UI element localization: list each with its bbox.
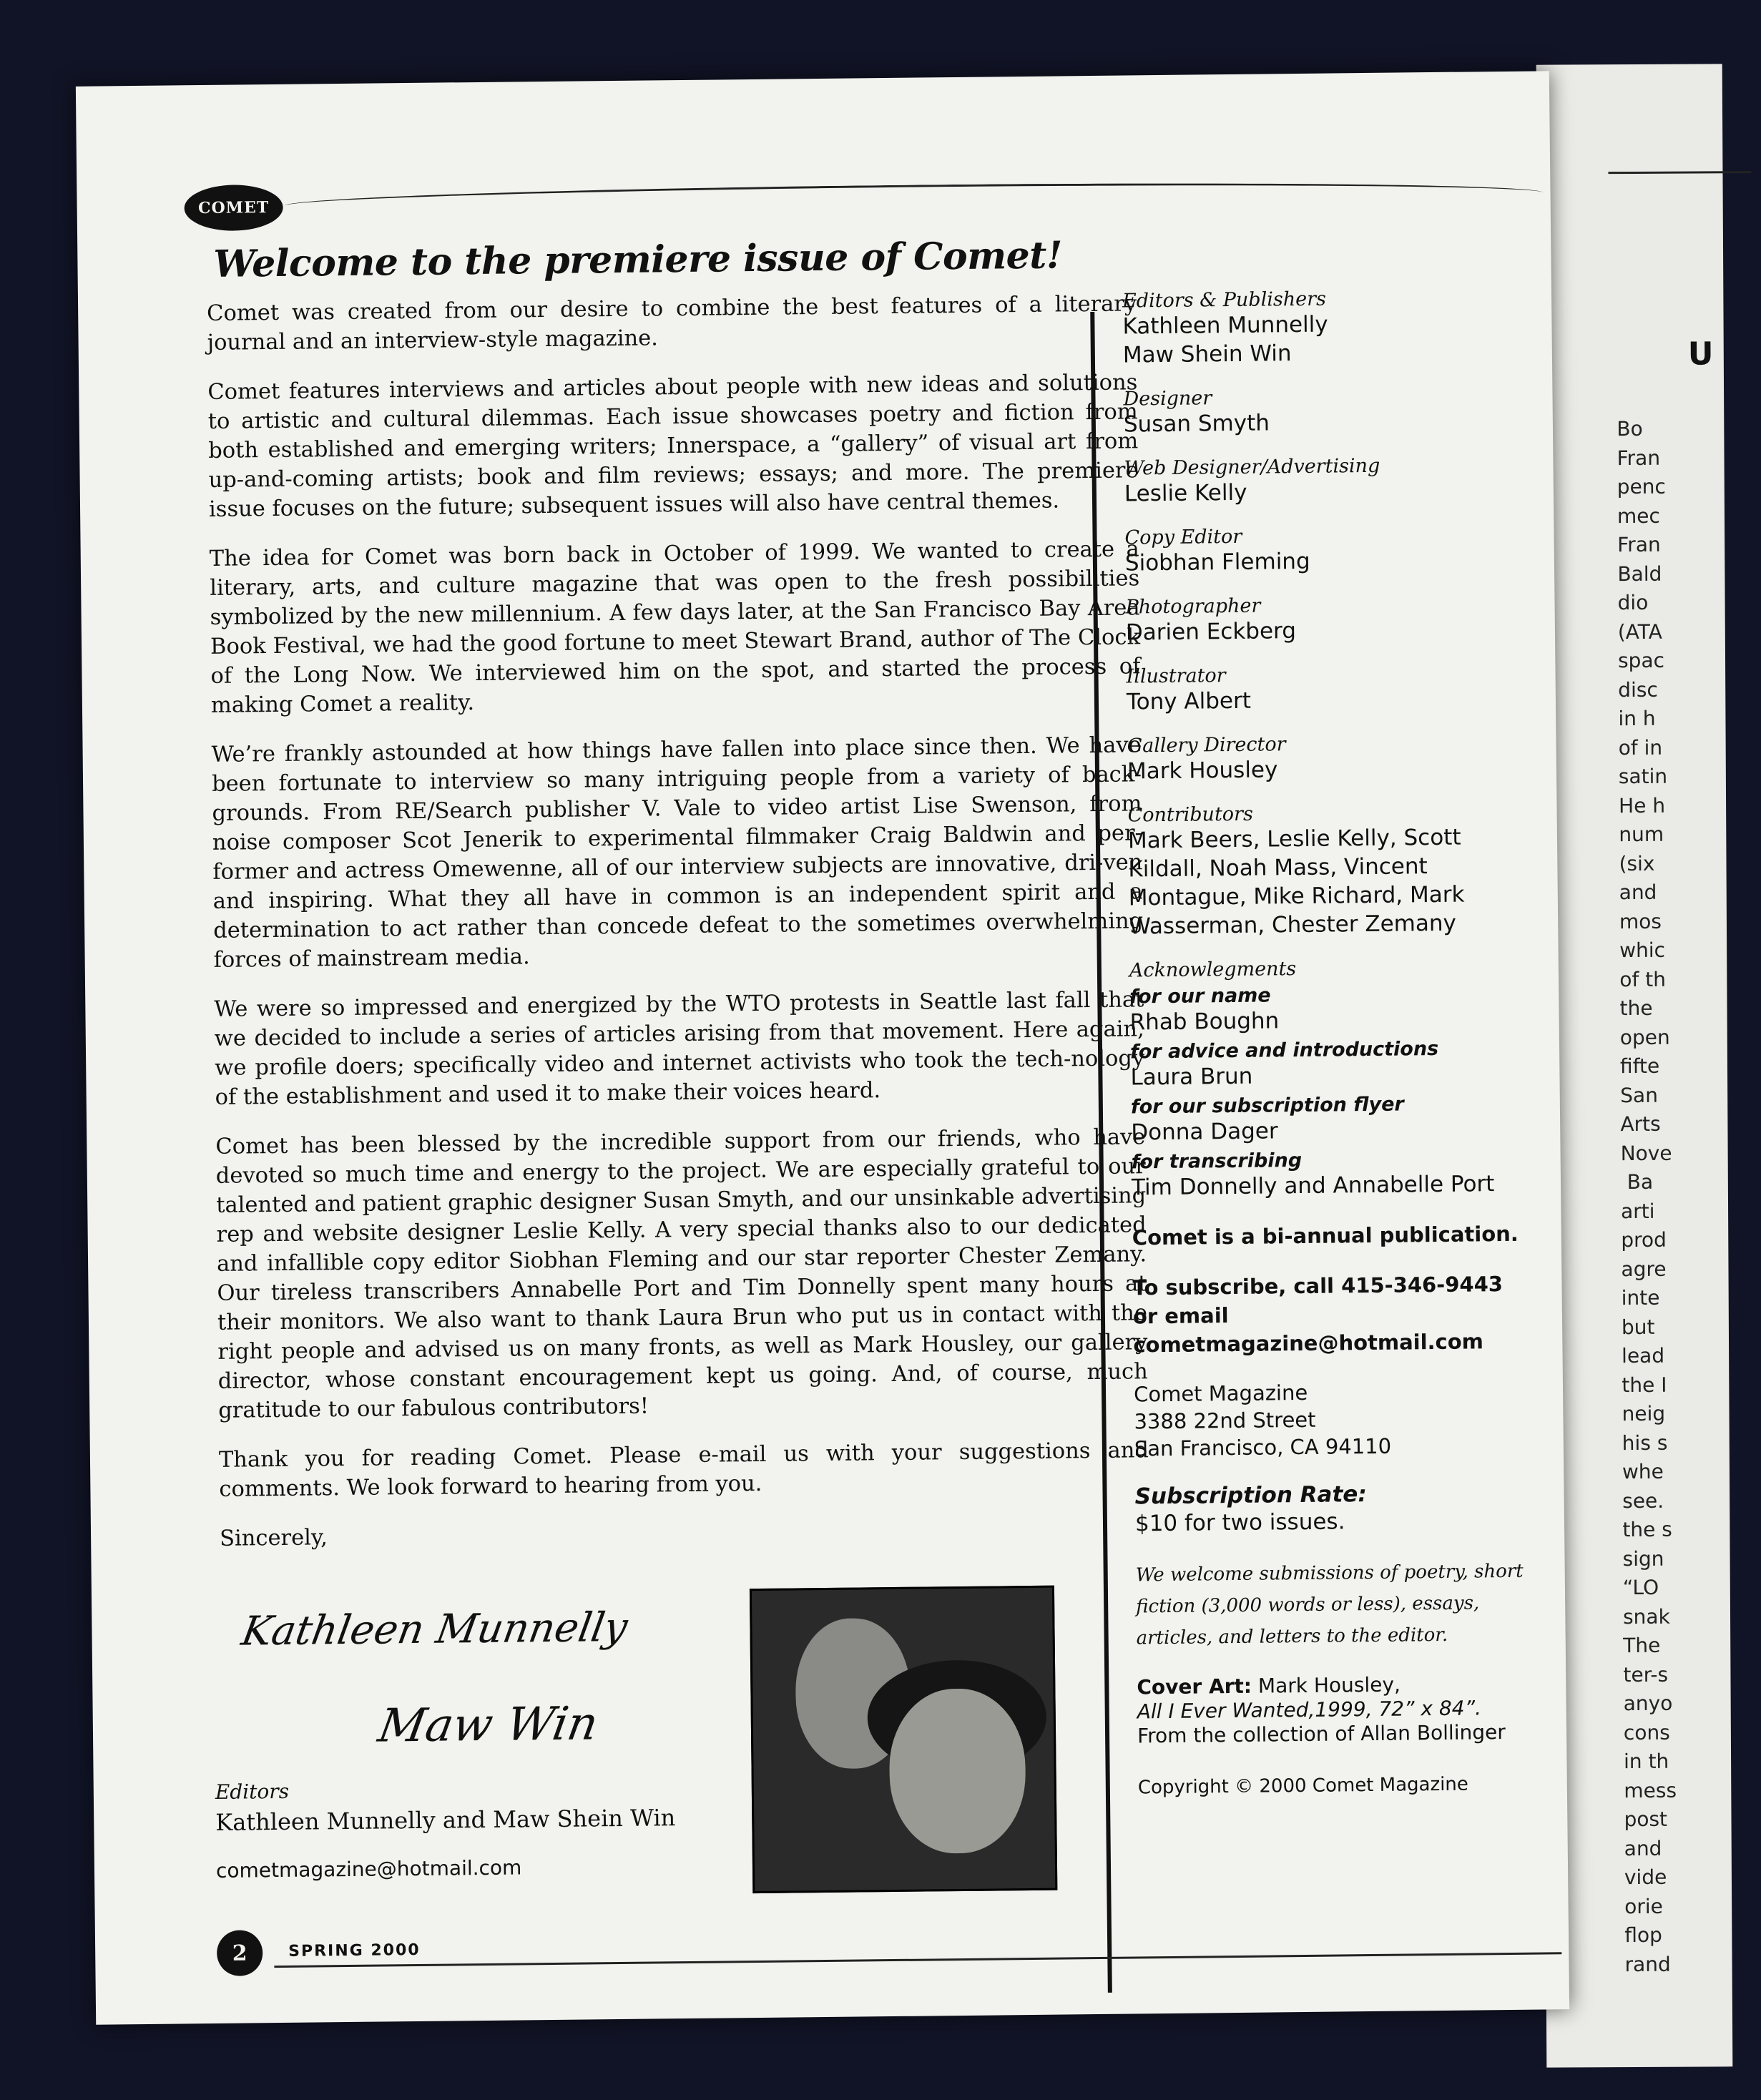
header-rule [284, 178, 1543, 222]
editors-publishers-label: Editors & Publishers [1122, 288, 1327, 313]
page-title: Welcome to the premiere issue of Comet! [213, 233, 1063, 286]
gallery-director: Mark Housley [1127, 757, 1278, 785]
paragraph-5: We were so impressed and energized by the WTO protests in Seattle last fall that we decided to include a series of articles arising from that movement. Here again, we profile doers; specifically video and internet activists who took the tech-nology of the establishment and used it to make their voices heard. [214, 987, 1145, 1110]
address-line-3: San Francisco, CA 94110 [1134, 1433, 1392, 1461]
masthead [1122, 286, 1539, 1799]
paragraph-2: Comet features interviews and articles about people with new ideas and solutions to artistic and cultural dilemmas. Each issue showcases poetry and fiction from both established and emerging writers; Innerspace, a “gallery” of visual art from up-and-coming artists; book and film reviews; essays; and more. The premiere issue focuses on the future; subsequent issues will also have central themes. [207, 370, 1139, 522]
next-page-letter: U [1687, 335, 1714, 373]
submissions-note: We welcome submissions of poetry, short fiction (3,000 words or less), essays, articles, and letters to the editor. [1135, 1560, 1524, 1649]
editor-2: Maw Shein Win [1122, 340, 1292, 368]
ack-2-for: for advice and introductions [1129, 1037, 1439, 1064]
web-designer: Leslie Kelly [1124, 479, 1247, 507]
subscription-rate-label: Subscription Rate: [1134, 1481, 1367, 1510]
editors-email: cometmagazine@hotmail.com [215, 1855, 522, 1883]
mailing-address [1134, 1377, 1535, 1463]
contributors-label: Contributors [1127, 803, 1254, 827]
gallery-director-label: Gallery Director [1127, 733, 1286, 757]
ack-4-for: for transcribing [1131, 1149, 1303, 1174]
editors-names: Kathleen Munnelly and Maw Shein Win [215, 1804, 676, 1836]
ack-4: Tim Donnelly and Annabelle Port [1131, 1171, 1495, 1201]
cover-title: All I Ever Wanted,1999, 72” x 84”. [1137, 1696, 1482, 1724]
subscription-rate: $10 for two issues. [1134, 1508, 1345, 1537]
magazine-page [76, 71, 1569, 2024]
ack-1: Rhab Boughn [1129, 1008, 1280, 1036]
contributors: Mark Beers, Leslie Kelly, Scott Kildall, Noah Mass, Vincent Montague, Mike Richard, Mark Wasserman, Chester Zemany [1127, 824, 1465, 940]
photo-person-right [888, 1688, 1026, 1854]
copy-editor-label: Copy Editor [1124, 525, 1242, 549]
ack-3: Donna Dager [1131, 1118, 1278, 1146]
subscribe-info: To subscribe, call 415-346-9443 or email cometmagazine@hotmail.com [1132, 1272, 1504, 1358]
biannual-note: Comet is a bi-annual publication. [1132, 1221, 1519, 1250]
photographer: Darien Eckberg [1125, 618, 1297, 646]
acknowledgments-label: Acknowlegments [1129, 958, 1297, 982]
signature-kathleen: Kathleen Munnelly [238, 1604, 631, 1655]
cover-collection: From the collection of Allan Bollinger [1137, 1720, 1506, 1748]
designer: Susan Smyth [1123, 410, 1270, 438]
cover-art-label: Cover Art: [1137, 1674, 1252, 1699]
comet-logo: COMET [184, 185, 283, 231]
editor-1: Kathleen Munnelly [1122, 311, 1328, 340]
next-page-fragment: Bo Fran penc mec Fran Bald dio (ATA spac disc in h of in satin He h num (six and mos whic of th the open fifte San Arts Nove Ba arti prod agre inte but lead the I neig his s whe see. the s sign “LO snak The ter-s anyo cons in th mess post and vide orie flop rand [1617, 416, 1677, 1976]
editors-photo [750, 1586, 1057, 1893]
copy-editor: Siobhan Fleming [1124, 548, 1310, 576]
address-line-2: 3388 22nd Street [1134, 1407, 1316, 1434]
copyright: Copyright © 2000 Comet Magazine [1137, 1773, 1468, 1799]
cover-artist: Mark Housley, [1257, 1672, 1401, 1698]
paragraph-7: Thank you for reading Comet. Please e-mail us with your suggestions and comments. We look forward to hearing from you. [218, 1438, 1149, 1502]
paragraph-1: Comet was created from our desire to combine the best features of a literary journal and an interview-style magazine. [207, 291, 1137, 355]
ack-3-for: for our subscription flyer [1130, 1093, 1404, 1119]
welcome-body [185, 289, 1149, 1554]
photographer-label: Photographer [1125, 594, 1261, 619]
welcome-column [185, 232, 1149, 1574]
cover-art [1137, 1672, 1538, 1749]
paragraph-6: Comet has been blessed by the incredible support from our friends, who have devoted so much time and energy to the project. We are especially grateful to our talented and patient graphic designer Susan Smyth, and our unsinkable advertising rep and website designer Leslie Kelly. A very special thanks also to our dedicated and infallible copy editor Siobhan Fleming and our star reporter Chester Zemany. Our tireless transcribers Annabelle Port and Tim Donnelly spent many hours at their monitors. We also want to thank Laura Brun who put us in contact with the right people and advised us on many fronts, as well as Mark Housley, our gallery director, whose constant encouragement kept us going. And, of course, much gratitude to our fabulous contributors! [215, 1124, 1148, 1423]
signature-maw: Maw Win [374, 1697, 602, 1753]
closing: Sincerely, [219, 1525, 328, 1551]
editors-label: Editors [215, 1779, 290, 1804]
ack-1-for: for our name [1129, 984, 1271, 1009]
next-page-rule [1608, 171, 1751, 174]
address-line-1: Comet Magazine [1133, 1380, 1308, 1407]
illustrator-label: Illustrator [1126, 664, 1226, 688]
footer-rule [274, 1952, 1561, 1968]
page-number: 2 [217, 1930, 263, 1976]
paragraph-4: We’re frankly astounded at how things have fallen into place since then. We have been fortunate to interview so many intriguing people from a variety of back-grounds. From RE/Search publisher V. Vale to video artist Lise Swenson, from noise composer Scot Jenerik to experimental filmmaker Craig Baldwin and per-former and actress Omewenne, all of our interview subjects are innovative, dri-ven and inspiring. What they all have in common is an independent spirit and a determination to act rather than concede defeat to the sometimes overwhelming forces of mainstream media. [211, 732, 1144, 973]
illustrator: Tony Albert [1126, 687, 1252, 715]
issue-label: SPRING 2000 [288, 1940, 421, 1961]
web-designer-label: Web Designer/Advertising [1124, 454, 1380, 480]
designer-label: Designer [1123, 387, 1212, 411]
paragraph-3: The idea for Comet was born back in October of 1999. We wanted to create a literary, arts, and culture magazine that was open to the fresh possibilities symbolized by the new millennium. A few days later, at the San Francisco Bay Area Book Festival, we had the good fortune to meet Stewart Brand, author of The Clock of the Long Now. We interviewed him on the spot, and started the process of making Comet a reality. [209, 536, 1141, 718]
ack-2: Laura Brun [1130, 1063, 1253, 1091]
